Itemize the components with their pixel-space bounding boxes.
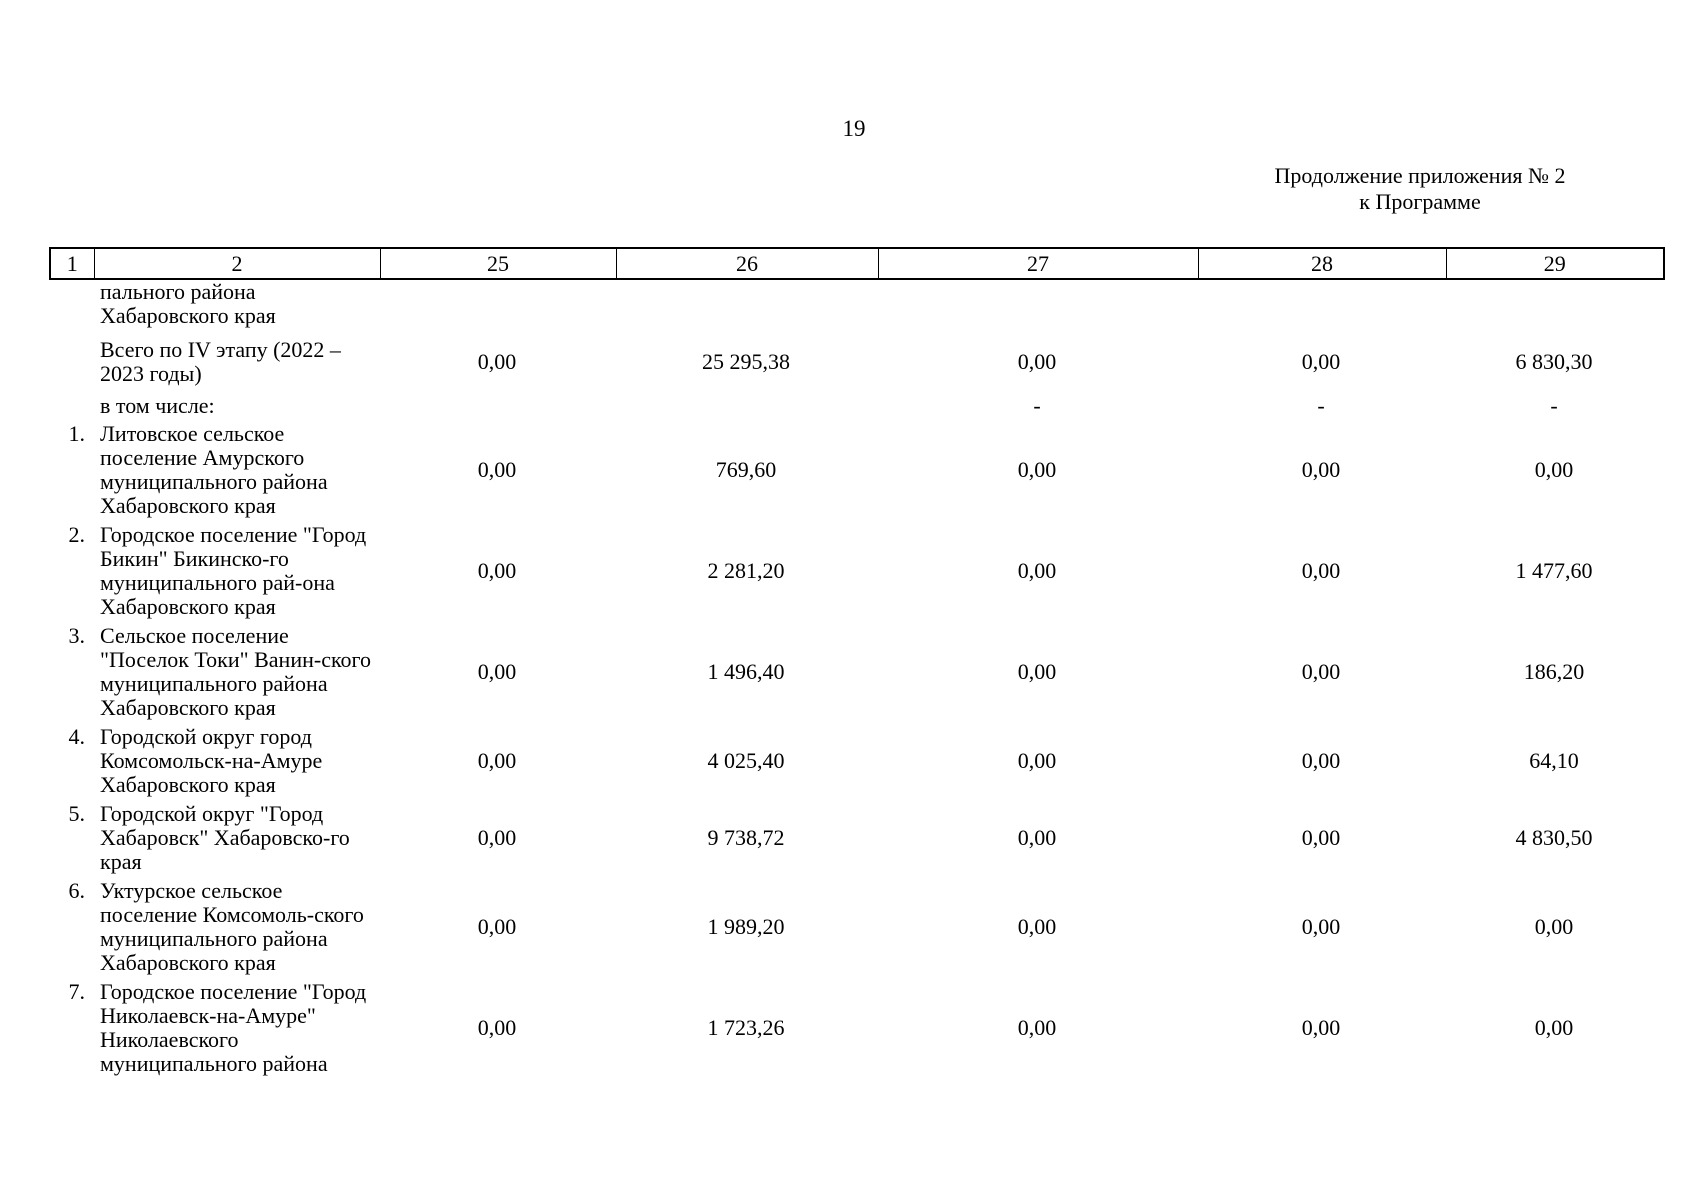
row-name: Уктурское сельское поселение Комсомоль-ского муниципального района Хабаровского края <box>100 878 364 975</box>
row-value: 2 281,20 <box>707 558 785 583</box>
row-name: Городской округ "Город Хабаровск" Хабаровско-го края <box>100 801 350 874</box>
page-number: 19 <box>842 116 866 141</box>
column-header: 26 <box>616 248 878 279</box>
row-value: 0,00 <box>1017 1015 1057 1040</box>
including-label: в том числе: <box>100 393 215 418</box>
total-value: 0,00 <box>477 349 517 374</box>
row-value: 0,00 <box>1301 825 1341 850</box>
row-name: Городской округ город Комсомольск-на-Амуре Хабаровского края <box>100 724 323 797</box>
row-value: 0,00 <box>1534 457 1574 482</box>
row-number: 5. <box>68 801 85 826</box>
row-value: 9 738,72 <box>707 825 785 850</box>
row-name: Городское поселение "Город Николаевск-на-Амуре" Николаевского муниципального района <box>100 979 367 1076</box>
row-value: 0,00 <box>477 1015 517 1040</box>
including-mark: - <box>1550 393 1558 418</box>
row-number: 4. <box>68 724 85 749</box>
row-value: 0,00 <box>1301 457 1341 482</box>
table-row <box>49 523 1663 624</box>
row-value: 0,00 <box>477 457 517 482</box>
table-row <box>49 879 1663 980</box>
table-row <box>49 624 1663 725</box>
including-mark: - <box>1033 393 1041 418</box>
row-value: 4 830,50 <box>1515 825 1593 850</box>
including-mark <box>615 394 877 422</box>
row-value: 64,10 <box>1529 748 1579 773</box>
row-value: 0,00 <box>1017 457 1057 482</box>
row-value: 0,00 <box>477 659 517 684</box>
continuation-text: пального района Хабаровского края <box>100 279 276 328</box>
row-value: 0,00 <box>1301 659 1341 684</box>
column-header: 27 <box>878 248 1198 279</box>
row-value: 0,00 <box>477 825 517 850</box>
continuation-row <box>49 280 1663 338</box>
table-row <box>49 422 1663 523</box>
row-name: Городское поселение "Город Бикин" Бикинско-го муниципального рай-она Хабаровского края <box>100 522 367 619</box>
row-value: 186,20 <box>1523 659 1585 684</box>
column-header: 28 <box>1198 248 1446 279</box>
total-row <box>49 338 1663 394</box>
table-row <box>49 802 1663 879</box>
column-header: 2 <box>94 248 380 279</box>
total-label: Всего по IV этапу (2022 – 2023 годы) <box>100 337 341 386</box>
row-value: 0,00 <box>1534 914 1574 939</box>
row-value: 0,00 <box>1534 1015 1574 1040</box>
column-header: 29 <box>1446 248 1664 279</box>
total-value: 6 830,30 <box>1515 349 1593 374</box>
data-table <box>49 280 1663 1081</box>
row-value: 0,00 <box>1017 748 1057 773</box>
row-value: 1 477,60 <box>1515 558 1593 583</box>
column-header: 1 <box>50 248 94 279</box>
including-row <box>49 394 1663 422</box>
table-row <box>49 725 1663 802</box>
row-number: 1. <box>68 421 85 446</box>
row-value: 0,00 <box>477 558 517 583</box>
row-name: Сельское поселение "Поселок Токи" Ванин-ского муниципального района Хабаровского края <box>100 623 372 720</box>
appendix-heading-line2: к Программе <box>1359 189 1481 214</box>
row-value: 0,00 <box>477 914 517 939</box>
column-header-row <box>49 247 1665 280</box>
table-row <box>49 980 1663 1081</box>
row-value: 0,00 <box>1017 558 1057 583</box>
appendix-heading-line1: Продолжение приложения № 2 <box>1274 163 1566 188</box>
including-mark <box>379 394 615 422</box>
row-number: 6. <box>68 878 85 903</box>
column-header: 25 <box>380 248 616 279</box>
row-number: 2. <box>68 522 85 547</box>
row-value: 0,00 <box>1301 558 1341 583</box>
including-mark: - <box>1317 393 1325 418</box>
row-value: 769,60 <box>715 457 777 482</box>
row-number: 3. <box>68 623 85 648</box>
row-value: 1 989,20 <box>707 914 785 939</box>
row-value: 0,00 <box>1301 748 1341 773</box>
row-value: 4 025,40 <box>707 748 785 773</box>
total-value: 25 295,38 <box>702 349 790 374</box>
row-value: 1 723,26 <box>707 1015 785 1040</box>
row-name: Литовское сельское поселение Амурского муниципального района Хабаровского края <box>100 421 328 518</box>
appendix-heading <box>1240 163 1600 215</box>
row-value: 0,00 <box>1301 914 1341 939</box>
row-value: 0,00 <box>1017 914 1057 939</box>
total-value: 0,00 <box>1301 349 1341 374</box>
row-number: 7. <box>68 979 85 1004</box>
row-value: 0,00 <box>1301 1015 1341 1040</box>
row-value: 0,00 <box>477 748 517 773</box>
row-value: 0,00 <box>1017 825 1057 850</box>
row-value: 1 496,40 <box>707 659 785 684</box>
total-value: 0,00 <box>1017 349 1057 374</box>
row-value: 0,00 <box>1017 659 1057 684</box>
